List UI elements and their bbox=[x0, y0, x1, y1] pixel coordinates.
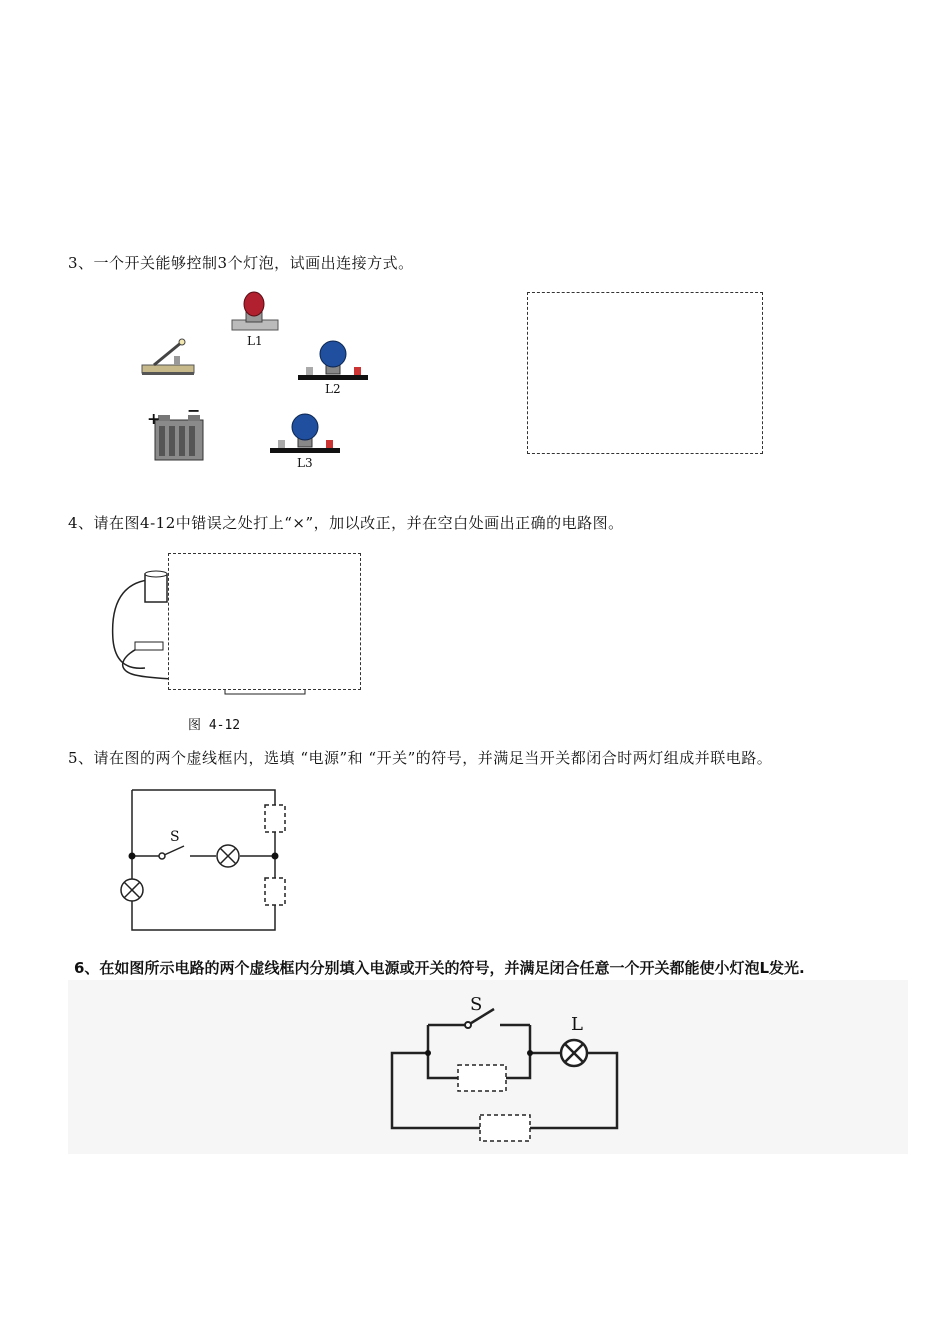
knife-switch-icon bbox=[142, 339, 194, 375]
q6-switch-label: S bbox=[470, 994, 483, 1015]
question-5-text: 5、请在图的两个虚线框内，选填 “电源”和 “开关”的符号，并满足当开关都闭合时两灯组成并联电路。 bbox=[68, 749, 773, 767]
l3-label: L3 bbox=[297, 456, 313, 470]
bulb-l2-icon bbox=[298, 341, 368, 380]
question-6-text: 6、在如图所示电路的两个虚线框内分别填入电源或开关的符号，并满足闭合任意一个开关都能使小灯泡L发光. bbox=[74, 959, 805, 977]
bulb-l3-icon bbox=[270, 414, 340, 453]
q5-junction-right bbox=[272, 853, 279, 860]
battery-minus-label: − bbox=[187, 401, 201, 420]
figure-4-12-caption: 图 4-12 bbox=[188, 718, 241, 733]
l2-label: L2 bbox=[325, 382, 341, 396]
question-4-text: 4、请在图4-12中错误之处打上“×”，加以改正，并在空白处画出正确的电路图。 bbox=[68, 514, 624, 532]
q6-switch-symbol bbox=[465, 1022, 471, 1028]
q5-dashed-box-bottom[interactable] bbox=[265, 878, 285, 905]
q3-components-figure bbox=[130, 290, 390, 480]
q3-answer-box[interactable] bbox=[527, 292, 763, 454]
q5-lamp-left-icon bbox=[121, 879, 143, 901]
q5-circuit-diagram bbox=[110, 780, 310, 940]
q6-dashed-box-upper[interactable] bbox=[458, 1065, 506, 1091]
q5-switch-symbol bbox=[159, 853, 165, 859]
q5-switch-label: S bbox=[170, 829, 180, 845]
q6-dashed-box-lower[interactable] bbox=[480, 1115, 530, 1141]
q6-lamp-icon bbox=[561, 1040, 587, 1066]
q6-lamp-label: L bbox=[571, 1014, 583, 1035]
q4-answer-box[interactable] bbox=[168, 553, 361, 690]
bulb-l1-icon bbox=[232, 292, 278, 330]
q6-circuit-diagram bbox=[380, 985, 630, 1145]
battery-plus-label: + bbox=[147, 409, 161, 428]
q5-lamp-middle-icon bbox=[217, 845, 239, 867]
question-3-text: 3、一个开关能够控制3个灯泡，试画出连接方式。 bbox=[68, 254, 414, 272]
l1-label: L1 bbox=[247, 334, 263, 348]
q5-dashed-box-top[interactable] bbox=[265, 805, 285, 832]
q5-junction-left bbox=[129, 853, 136, 860]
battery-icon bbox=[155, 415, 203, 460]
